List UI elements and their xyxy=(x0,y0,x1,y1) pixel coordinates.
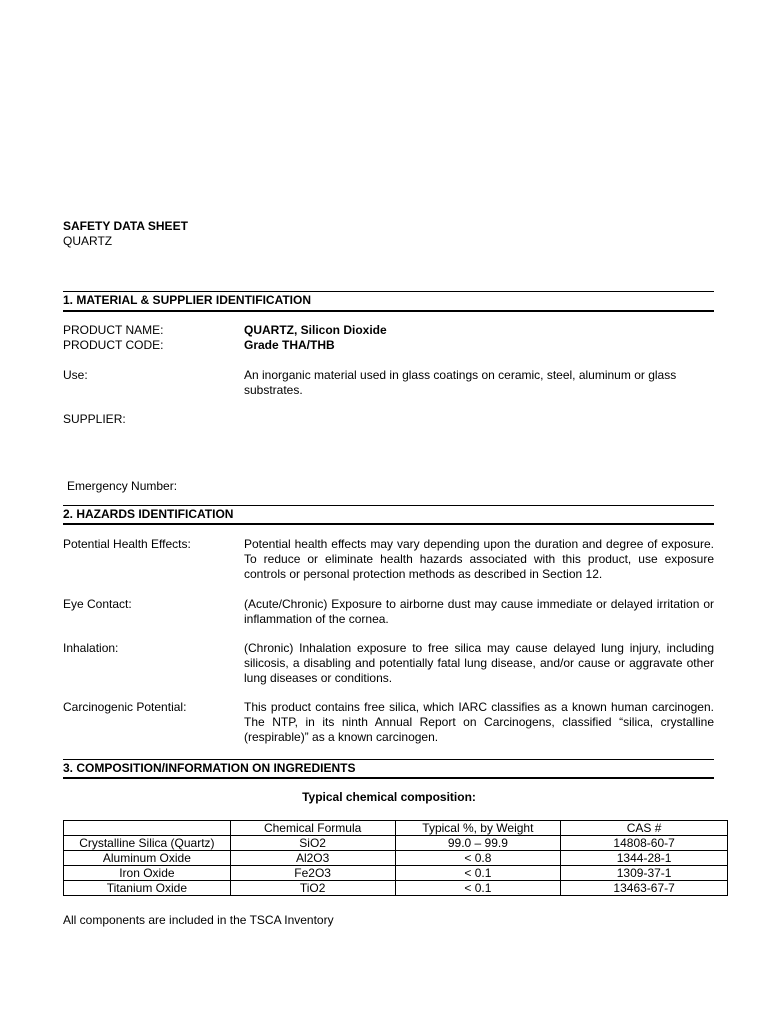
table-row xyxy=(64,851,728,866)
health-effects-label: Potential Health Effects: xyxy=(63,537,191,551)
table-cell: < 0.1 xyxy=(395,881,561,896)
use-label: Use: xyxy=(63,368,88,382)
table-cell: < 0.1 xyxy=(395,866,561,881)
product-code-value: Grade THA/THB xyxy=(244,338,335,352)
document-subtitle: QUARTZ xyxy=(63,234,113,248)
table-cell: TiO2 xyxy=(230,881,395,896)
supplier-label: SUPPLIER: xyxy=(63,412,126,426)
table-row xyxy=(64,881,728,896)
table-header-row xyxy=(64,821,728,836)
section-1-bottom-rule xyxy=(63,310,714,312)
section-2-top-rule xyxy=(63,505,714,506)
table-header-cell xyxy=(64,821,231,836)
table-cell: 1344-28-1 xyxy=(561,851,728,866)
table-cell: Al2O3 xyxy=(230,851,395,866)
table-row xyxy=(64,836,728,851)
table-cell: Titanium Oxide xyxy=(64,881,231,896)
section-3-title: 3. COMPOSITION/INFORMATION ON INGREDIENTS xyxy=(63,761,356,775)
section-3-bottom-rule xyxy=(63,777,714,779)
section-2-bottom-rule xyxy=(63,523,714,525)
table-caption: Typical chemical composition: xyxy=(302,790,476,804)
product-name-label: PRODUCT NAME: xyxy=(63,323,164,337)
table-cell: 1309-37-1 xyxy=(561,866,728,881)
inhalation-label: Inhalation: xyxy=(63,641,119,655)
document-title: SAFETY DATA SHEET xyxy=(63,219,188,233)
table-header-cell: Chemical Formula xyxy=(230,821,395,836)
composition-table xyxy=(63,820,728,896)
table-cell: 14808-60-7 xyxy=(561,836,728,851)
table-cell: SiO2 xyxy=(230,836,395,851)
emergency-number-label: Emergency Number: xyxy=(67,479,178,493)
product-name-value: QUARTZ, Silicon Dioxide xyxy=(244,323,387,337)
table-cell: Fe2O3 xyxy=(230,866,395,881)
table-cell: 13463-67-7 xyxy=(561,881,728,896)
carcinogenic-text: This product contains free silica, which IARC classifies as a known human carcinogen. The NTP, in its ninth Annual Report on Carcinogens, classified “silica, crystalline (respirable)” as a known carcinogen. xyxy=(244,700,714,744)
tsca-footnote: All components are included in the TSCA Inventory xyxy=(63,913,334,927)
table-header-cell: Typical %, by Weight xyxy=(395,821,561,836)
section-1-title: 1. MATERIAL & SUPPLIER IDENTIFICATION xyxy=(63,293,312,307)
health-effects-text: Potential health effects may vary depending upon the duration and degree of exposure. To reduce or eliminate health hazards associated with this product, use exposure controls or personal protection methods as described in Section 12. xyxy=(244,537,714,581)
eye-contact-label: Eye Contact: xyxy=(63,597,132,611)
section-2-title: 2. HAZARDS IDENTIFICATION xyxy=(63,507,234,521)
section-1-top-rule xyxy=(63,291,714,292)
carcinogenic-label: Carcinogenic Potential: xyxy=(63,700,187,714)
inhalation-text: (Chronic) Inhalation exposure to free silica may cause delayed lung injury, including silicosis, a disabling and potentially fatal lung disease, and/or cause or aggravate other lung diseases or conditions. xyxy=(244,641,714,685)
table-cell: Iron Oxide xyxy=(64,866,231,881)
table-row xyxy=(64,866,728,881)
table-header-cell: CAS # xyxy=(561,821,728,836)
table-cell: < 0.8 xyxy=(395,851,561,866)
product-code-label: PRODUCT CODE: xyxy=(63,338,164,352)
table-cell: Crystalline Silica (Quartz) xyxy=(64,836,231,851)
eye-contact-text: (Acute/Chronic) Exposure to airborne dust may cause immediate or delayed irritation or inflammation of the cornea. xyxy=(244,597,714,626)
use-value: An inorganic material used in glass coatings on ceramic, steel, aluminum or glass substrates. xyxy=(244,368,677,397)
table-cell: 99.0 – 99.9 xyxy=(395,836,561,851)
table-cell: Aluminum Oxide xyxy=(64,851,231,866)
section-3-top-rule xyxy=(63,759,714,760)
